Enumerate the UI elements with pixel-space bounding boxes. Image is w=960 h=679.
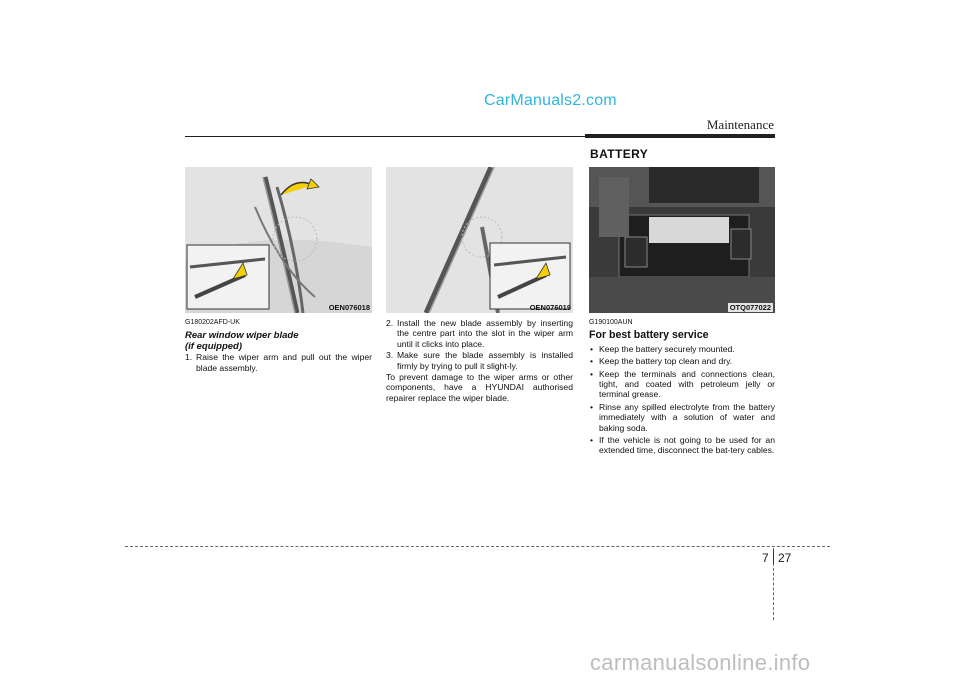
figure-caption: OEN076019 — [529, 303, 571, 312]
repair-note: To prevent damage to the wiper arms or other components, have a HYUNDAI authorised repairer replace the wiper blade. — [386, 372, 573, 403]
figure-caption: OTQ077022 — [729, 303, 771, 312]
wiper-raise-illustration — [185, 167, 372, 313]
step-text: Make sure the blade assembly is installed firmly by trying to pull it slight-ly. — [397, 350, 573, 371]
page-number-separator — [773, 550, 774, 564]
wiper-install-illustration — [386, 167, 573, 313]
step-text: Raise the wiper arm and pull out the wiper blade assembly. — [196, 352, 372, 373]
bullet-item: • Keep the terminals and connections clean, tight, and coated with petroleum jelly or terminal grease. — [589, 369, 775, 400]
figure-caption: OEN076018 — [328, 303, 370, 312]
header-rule-thick — [585, 134, 775, 138]
step-number: 1. — [185, 352, 193, 363]
step-item — [185, 352, 372, 373]
footer-divider — [125, 546, 830, 547]
battery-illustration — [589, 167, 775, 313]
step-item — [386, 318, 573, 349]
step-number: 3. — [386, 350, 394, 361]
section-code: G180202AFD-UK — [185, 319, 240, 326]
step-text: Install the new blade assembly by inserting the centre part into the slot in the wiper arm until it clicks into place. — [397, 318, 573, 349]
watermark-top[interactable]: CarManuals2.com — [484, 92, 617, 109]
bullet-item: • Rinse any spilled electrolyte from the battery immediately with a solution of water and baking soda. — [589, 402, 775, 433]
figure-battery — [589, 167, 775, 313]
bullet-item: • Keep the battery securely mounted. — [589, 344, 775, 354]
subsection-subtitle: (if equipped) — [185, 341, 242, 353]
section-code: G190100AUN — [589, 319, 633, 326]
figure-wiper-install — [386, 167, 573, 313]
bullet-item: • Keep the battery top clean and dry. — [589, 356, 775, 366]
watermark-bottom[interactable]: carmanualsonline.info — [590, 650, 811, 675]
bullet-item: • If the vehicle is not going to be used for an extended time, disconnect the bat-tery cables. — [589, 435, 775, 456]
section-title: Maintenance — [706, 117, 774, 132]
step-number: 2. — [386, 318, 394, 328]
battery-heading: BATTERY — [590, 147, 649, 161]
right-column — [589, 318, 775, 458]
subsection-title: For best battery service — [589, 329, 709, 342]
step-item — [386, 350, 573, 371]
subsection-title: Rear window wiper blade — [185, 330, 299, 342]
chapter-number: 7 — [762, 551, 769, 565]
page-number: 27 — [778, 551, 792, 565]
header-rule — [185, 136, 585, 137]
left-column — [185, 318, 372, 374]
middle-column — [386, 318, 573, 403]
figure-wiper-raise — [185, 167, 372, 313]
